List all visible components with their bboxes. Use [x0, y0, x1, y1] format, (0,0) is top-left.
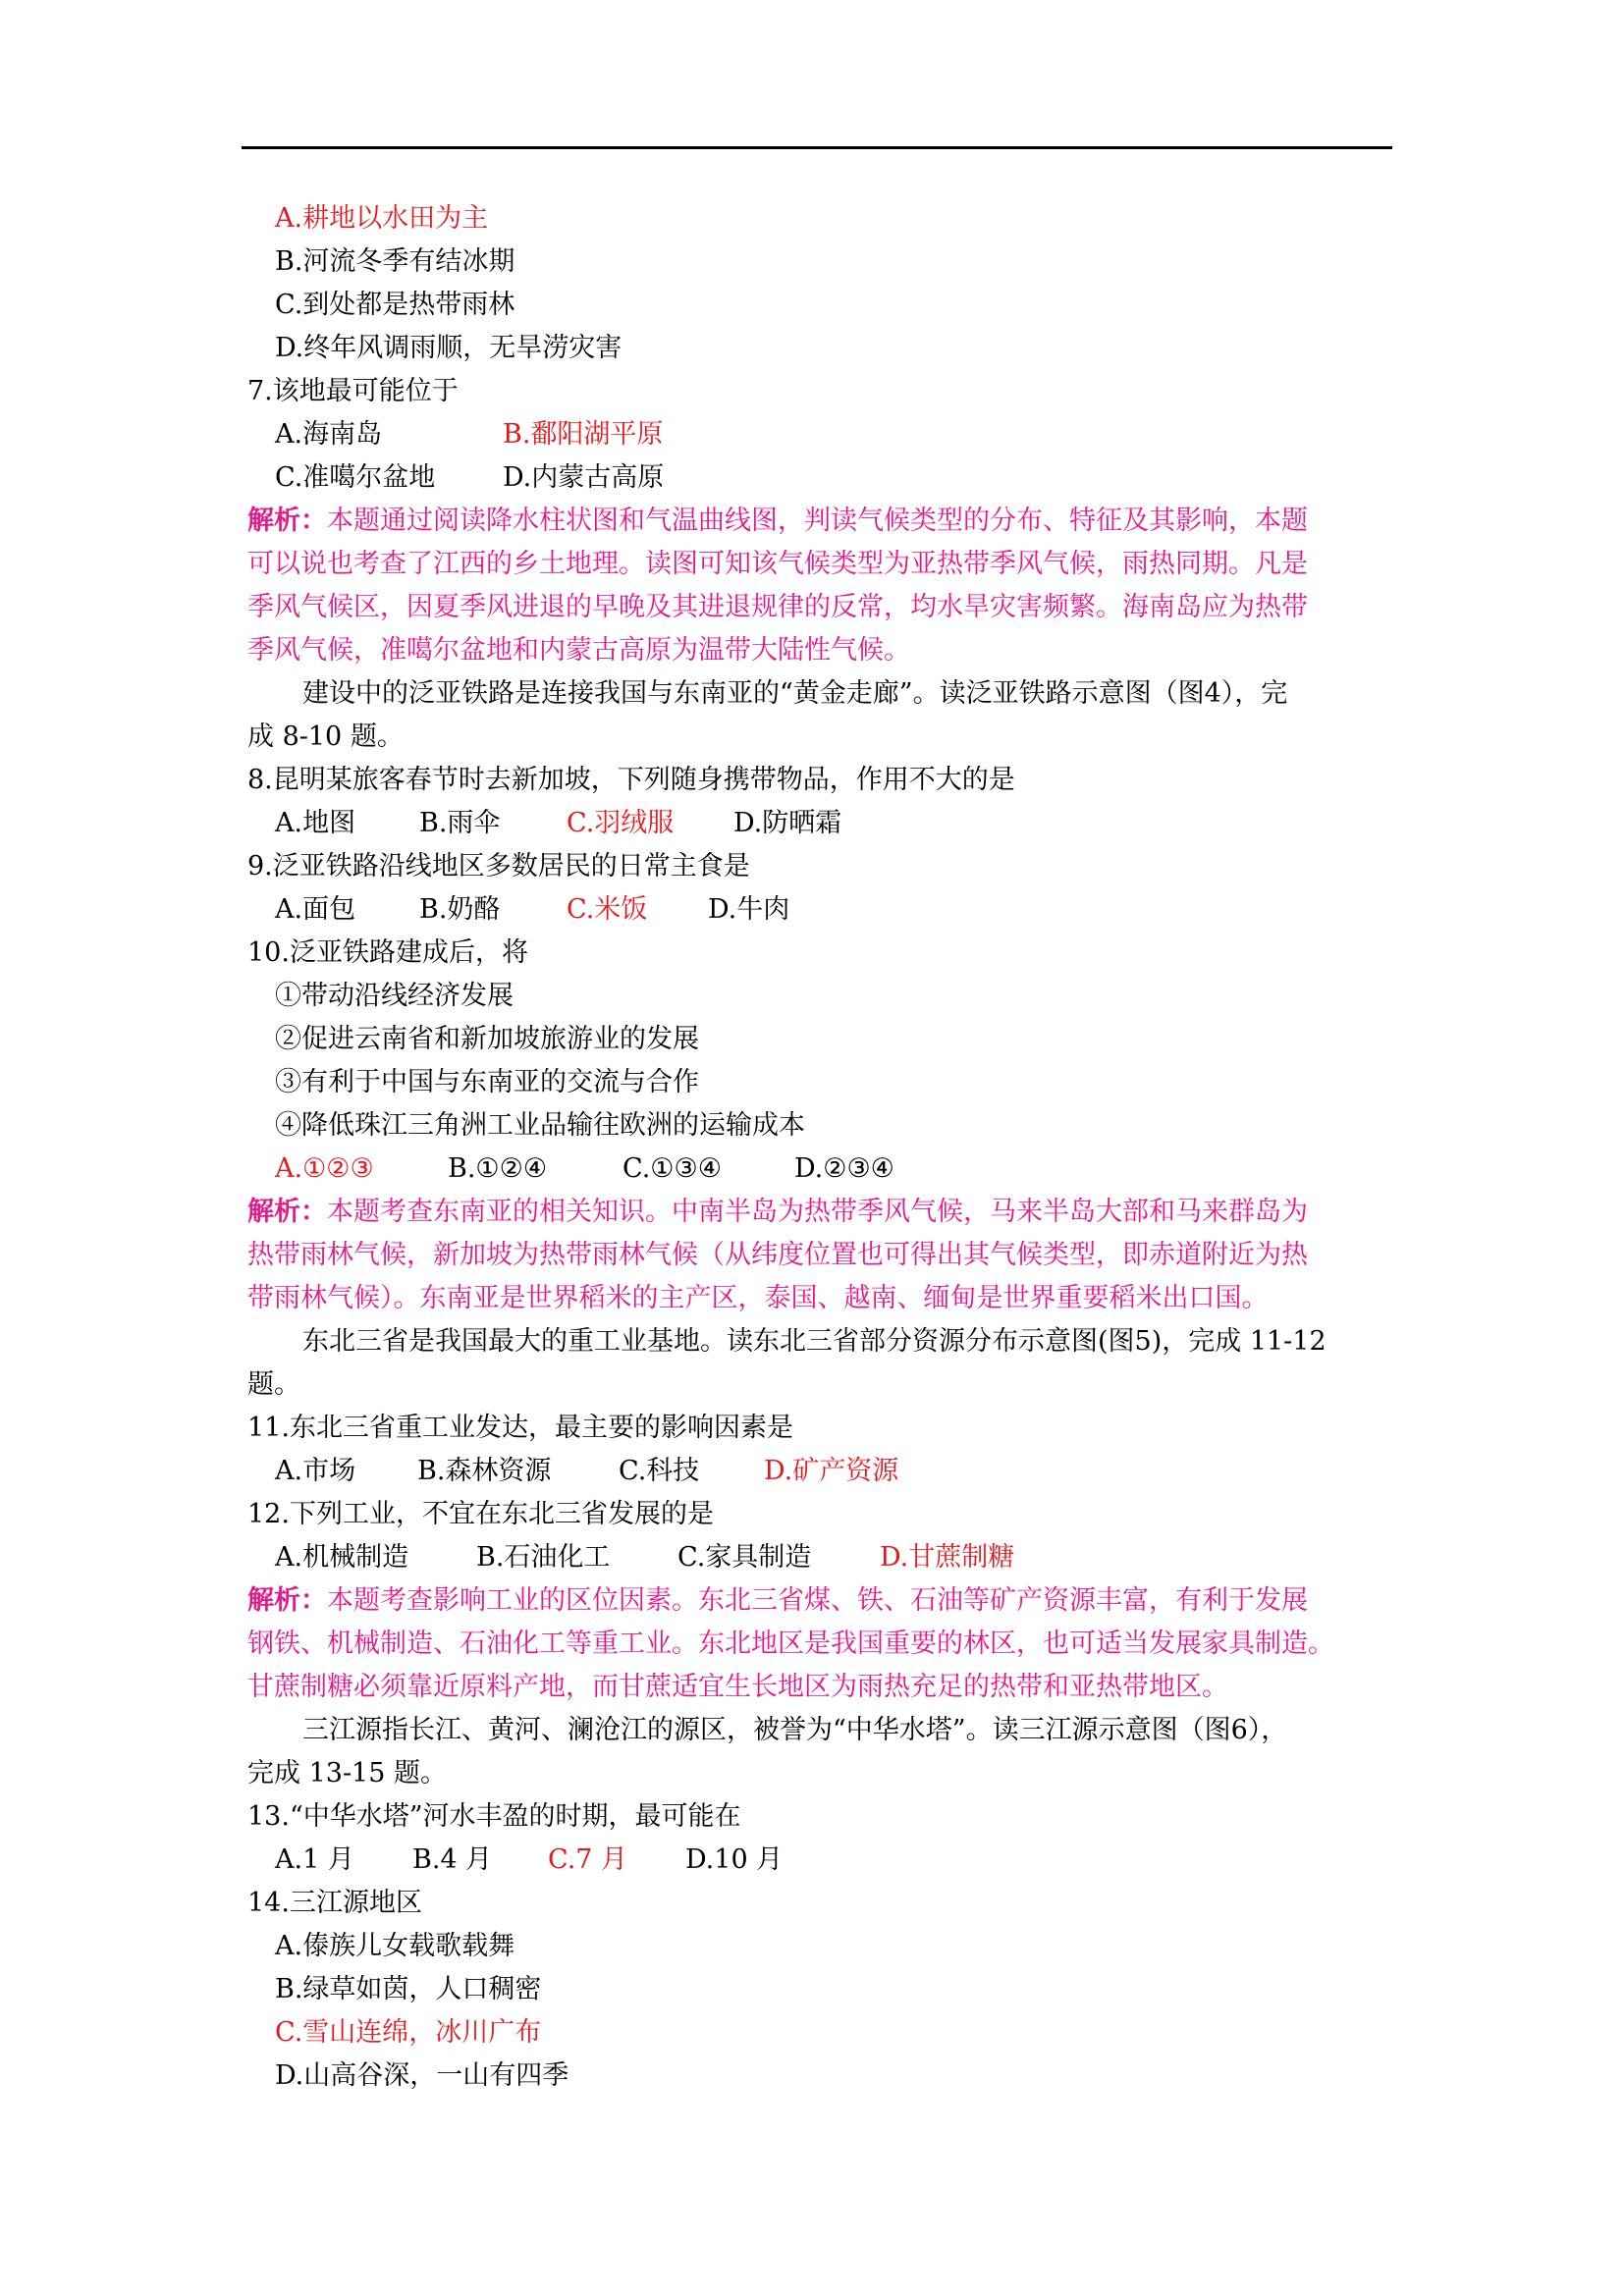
q14-option-d: D.山高谷深，一山有四季 — [275, 2060, 569, 2091]
q11-option-a: A.市场 — [275, 1456, 356, 1486]
analysis1-line1: 解析：本题通过阅读降水柱状图和气温曲线图，判读气候类型的分布、特征及其影响，本题 — [247, 506, 1308, 536]
analysis3-line1: 解析：本题考查影响工业的区位因素。东北三省煤、铁、石油等矿产资源丰富，有利于发展 — [247, 1585, 1308, 1616]
q12-option-b: B.石油化工 — [476, 1542, 611, 1573]
analysis3-label: 解析： — [247, 1585, 327, 1616]
q9-options — [275, 890, 789, 930]
q10-statement-3: ③有利于中国与东南亚的交流与合作 — [275, 1067, 699, 1097]
q9-option-d: D.牛肉 — [708, 894, 790, 925]
intro4-line2: 完成 13-15 题。 — [247, 1758, 448, 1789]
q7-options-row2 — [275, 458, 664, 498]
intro3-line2: 题。 — [247, 1369, 300, 1400]
analysis2-line1: 解析：本题考查东南亚的相关知识。中南半岛为热带季风气候，马来半岛大部和马来群岛为 — [247, 1197, 1308, 1227]
q6-option-b: B.河流冬季有结冰期 — [275, 246, 515, 277]
q8-option-d: D.防晒霜 — [733, 808, 842, 838]
q7-option-a: A.海南岛 — [275, 419, 383, 450]
q8-option-c: C.羽绒服 — [567, 808, 675, 838]
q10-options — [275, 1149, 894, 1189]
q11-option-b: B.森林资源 — [417, 1456, 552, 1486]
q10-statement-2: ②促进云南省和新加坡旅游业的发展 — [275, 1024, 699, 1054]
q9-option-a: A.面包 — [275, 894, 356, 925]
q12-option-a: A.机械制造 — [275, 1542, 409, 1573]
q8-options — [275, 804, 841, 843]
q14-option-b: B.绿草如茵，人口稠密 — [275, 1974, 542, 2004]
intro2-line1: 建设中的泛亚铁路是连接我国与东南亚的“黄金走廊”。读泛亚铁路示意图（图4），完 — [302, 678, 1288, 709]
q12-option-c: C.家具制造 — [677, 1542, 812, 1573]
q13-option-b: B.4 月 — [412, 1844, 493, 1875]
q7-option-b: B.鄱阳湖平原 — [503, 419, 664, 450]
q13-option-c: C.7 月 — [548, 1844, 628, 1875]
q13-stem: 13.“中华水塔”河水丰盈的时期，最可能在 — [247, 1801, 741, 1832]
analysis1-line2: 可以说也考查了江西的乡土地理。读图可知该气候类型为亚热带季风气候，雨热同期。凡是 — [247, 549, 1308, 579]
analysis1-line4: 季风气候，准噶尔盆地和内蒙古高原为温带大陆性气候。 — [247, 635, 910, 666]
q10-statement-1: ①带动沿线经济发展 — [275, 981, 514, 1011]
q12-stem: 12.下列工业，不宜在东北三省发展的是 — [247, 1499, 714, 1529]
q14-option-c: C.雪山连绵，冰川广布 — [275, 2017, 542, 2048]
q11-stem: 11.东北三省重工业发达，最主要的影响因素是 — [247, 1413, 793, 1443]
q10-option-c: C.①③④ — [623, 1153, 722, 1184]
q9-stem: 9.泛亚铁路沿线地区多数居民的日常主食是 — [247, 851, 750, 881]
q12-option-d: D.甘蔗制糖 — [880, 1542, 1015, 1573]
q8-option-a: A.地图 — [275, 808, 356, 838]
analysis3-line2: 钢铁、机械制造、石油化工等重工业。东北地区是我国重要的林区，也可适当发展家具制造。 — [247, 1629, 1334, 1659]
q11-option-c: C.科技 — [619, 1456, 700, 1486]
q7-option-c: C.准噶尔盆地 — [275, 462, 436, 493]
analysis3-line3: 甘蔗制糖必须靠近原料产地，而甘蔗适宜生长地区为雨热充足的热带和亚热带地区。 — [247, 1672, 1228, 1702]
q8-option-b: B.雨伞 — [419, 808, 501, 838]
q9-option-b: B.奶酪 — [419, 894, 501, 925]
q7-option-d: D.内蒙古高原 — [503, 462, 665, 493]
q10-stem: 10.泛亚铁路建成后，将 — [247, 937, 528, 968]
q14-option-a: A.傣族儿女载歌载舞 — [275, 1931, 515, 1961]
q7-options-row1 — [275, 415, 663, 454]
q10-option-a: A.①②③ — [275, 1153, 374, 1184]
q10-statement-4: ④降低珠江三角洲工业品输往欧洲的运输成本 — [275, 1110, 805, 1141]
q7-stem: 7.该地最可能位于 — [247, 376, 459, 406]
q10-option-d: D.②③④ — [794, 1153, 894, 1184]
q13-options — [275, 1841, 783, 1880]
intro2-line2: 成 8-10 题。 — [247, 721, 404, 752]
q14-stem: 14.三江源地区 — [247, 1888, 422, 1918]
q8-stem: 8.昆明某旅客春节时去新加坡，下列随身携带物品，作用不大的是 — [247, 765, 1015, 795]
analysis2-label: 解析： — [247, 1197, 327, 1227]
q10-option-b: B.①②④ — [448, 1153, 548, 1184]
q6-option-d: D.终年风调雨顺，无旱涝灾害 — [275, 333, 623, 363]
q11-option-d: D.矿产资源 — [764, 1456, 899, 1486]
intro3-line1: 东北三省是我国最大的重工业基地。读东北三省部分资源分布示意图(图5)，完成 11-12 — [302, 1326, 1326, 1357]
header-rule — [242, 146, 1392, 149]
analysis2-line3: 带雨林气候）。东南亚是世界稻米的主产区，泰国、越南、缅甸是世界重要稻米出口国。 — [247, 1283, 1269, 1313]
q13-option-a: A.1 月 — [275, 1844, 354, 1875]
q9-option-c: C.米饭 — [567, 894, 648, 925]
intro4-line1: 三江源指长江、黄河、澜沧江的源区，被誉为“中华水塔”。读三江源示意图（图6）， — [302, 1715, 1288, 1745]
analysis1-line3: 季风气候区，因夏季风进退的早晚及其进退规律的反常，均水旱灾害频繁。海南岛应为热带 — [247, 592, 1308, 622]
analysis1-label: 解析： — [247, 506, 327, 536]
q6-option-a: A.耕地以水田为主 — [275, 203, 489, 234]
q12-options — [275, 1538, 1014, 1577]
q13-option-d: D.10 月 — [685, 1844, 784, 1875]
q11-options — [275, 1452, 898, 1491]
q6-option-c: C.到处都是热带雨林 — [275, 290, 515, 320]
analysis2-line2: 热带雨林气候，新加坡为热带雨林气候（从纬度位置也可得出其气候类型，即赤道附近为热 — [247, 1240, 1308, 1270]
